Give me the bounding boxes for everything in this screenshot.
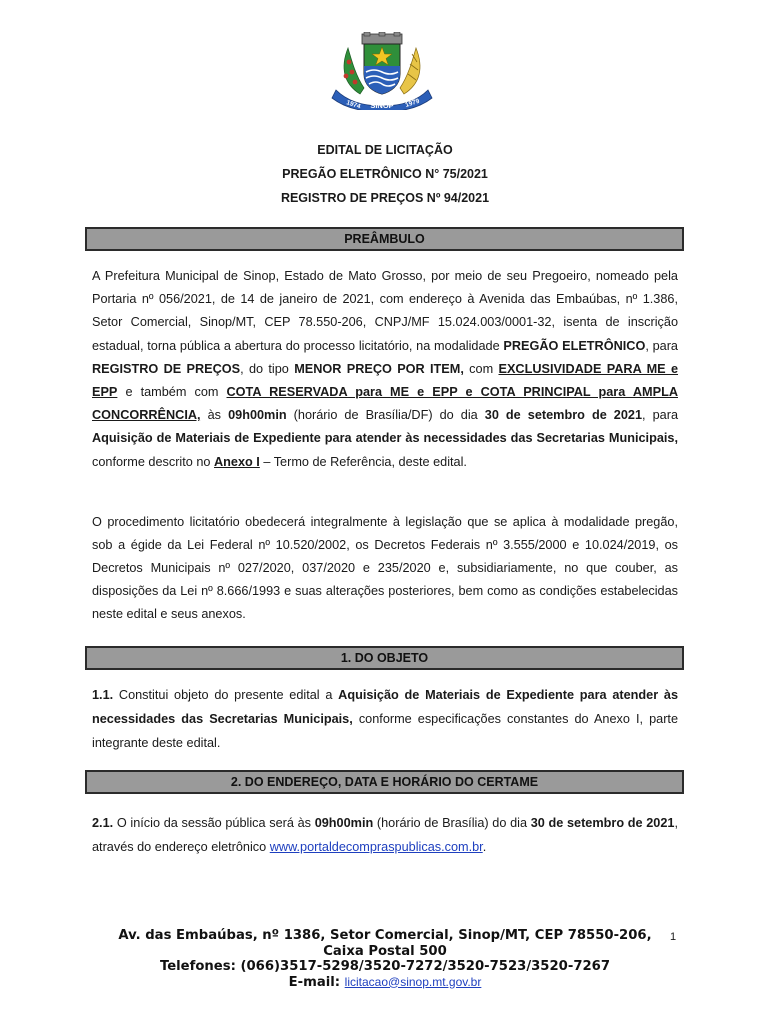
preambulo-paragraph-1: A Prefeitura Municipal de Sinop, Estado de Mato Grosso, por meio de seu Pregoeiro, nomeado pela Portaria nº 056/2021, de 14 de janeiro de 2021, com endereço à Avenida das Embaúbas, nº 1.386, Setor Comercial, Sinop/MT, CEP 78.550-206, CNPJ/MF 15.024.003/0001-32, isenta de inscrição estadual, torna pública a abertura do processo licitatório, na modalidade PREGÃO ELETRÔNICO, para REGISTRO DE PREÇOS, do tipo MENOR PREÇO POR ITEM, com EXCLUSIVIDADE PARA ME e EPP e também com COTA RESERVADA para ME e EPP e COTA PRINCIPAL para AMPLA CONCORRÊNCIA, às 09h00min (horário de Brasília/DF) do dia 30 de setembro de 2021, para Aquisição de Materiais de Expediente para atender às necessidades das Secretarias Municipais, conforme descrito no Anexo I – Termo de Referência, deste edital.	[92, 269, 679, 469]
shield-icon	[364, 44, 400, 94]
footer-email-line	[0, 975, 770, 991]
preambulo-paragraph-2: O procedimento licitatório obedecerá integralmente à legislação que se aplica à modalidade pregão, sob a égide da Lei Federal nº 10.520/2002, os Decretos Federais nº 3.555/2000 e 10.024/2019, os Decretos Municipais nº 027/2020, 037/2020 e 235/2020 e, subsidiariamente, no que couber, as disposições da Lei nº 8.666/1993 e suas alterações posteriores, bem como as condições estabelecidas neste edital e seus anexos.	[92, 515, 678, 621]
section-2-heading: 2. DO ENDEREÇO, DATA E HORÁRIO DO CERTAME	[85, 770, 684, 794]
section-1-heading: 1. DO OBJETO	[85, 646, 684, 670]
page-number: 1	[670, 931, 677, 943]
logo-year-right: 1979	[404, 97, 421, 109]
logo-year-left: 1974	[345, 99, 362, 110]
right-branch-icon	[400, 48, 420, 94]
pregao-number: PREGÃO ELETRÔNICO N° 75/2021	[282, 167, 488, 181]
crown-icon	[362, 32, 402, 44]
document-title-block	[0, 138, 770, 210]
sinop-coat-of-arms-logo	[322, 32, 442, 110]
section-2-1-paragraph: 2.1. O início da sessão pública será às 09h00min (horário de Brasília) do dia 30 de setembro de 2021, através do endereço eletrônico www.portaldecompraspublicas.com.br.	[92, 816, 678, 854]
footer-caixa-postal: Caixa Postal 500	[323, 943, 447, 959]
document-title: EDITAL DE LICITAÇÃO	[317, 143, 453, 157]
footer-email-label: E-mail:	[288, 974, 341, 990]
logo-name: SINOP	[370, 101, 394, 110]
registro-number: REGISTRO DE PREÇOS Nº 94/2021	[280, 191, 490, 205]
portal-link[interactable]: www.portaldecompraspublicas.com.br	[269, 840, 483, 854]
footer-email-link[interactable]: licitacao@sinop.mt.gov.br	[344, 974, 482, 989]
footer-phones: Telefones: (066)3517-5298/3520-7272/3520-7523/3520-7267	[159, 959, 611, 974]
left-branch-icon	[344, 48, 364, 94]
footer-address: Av. das Embaúbas, nº 1386, Setor Comercial, Sinop/MT, CEP 78550-206,	[118, 928, 652, 943]
preambulo-heading: PREÂMBULO	[85, 227, 684, 251]
page-footer	[0, 928, 770, 990]
section-1-1-paragraph: 1.1. Constitui objeto do presente edital a Aquisição de Materiais de Expediente para atender às necessidades das Secretarias Municipais, conforme especificações constantes do Anexo I, parte integrante deste edital.	[92, 688, 679, 750]
